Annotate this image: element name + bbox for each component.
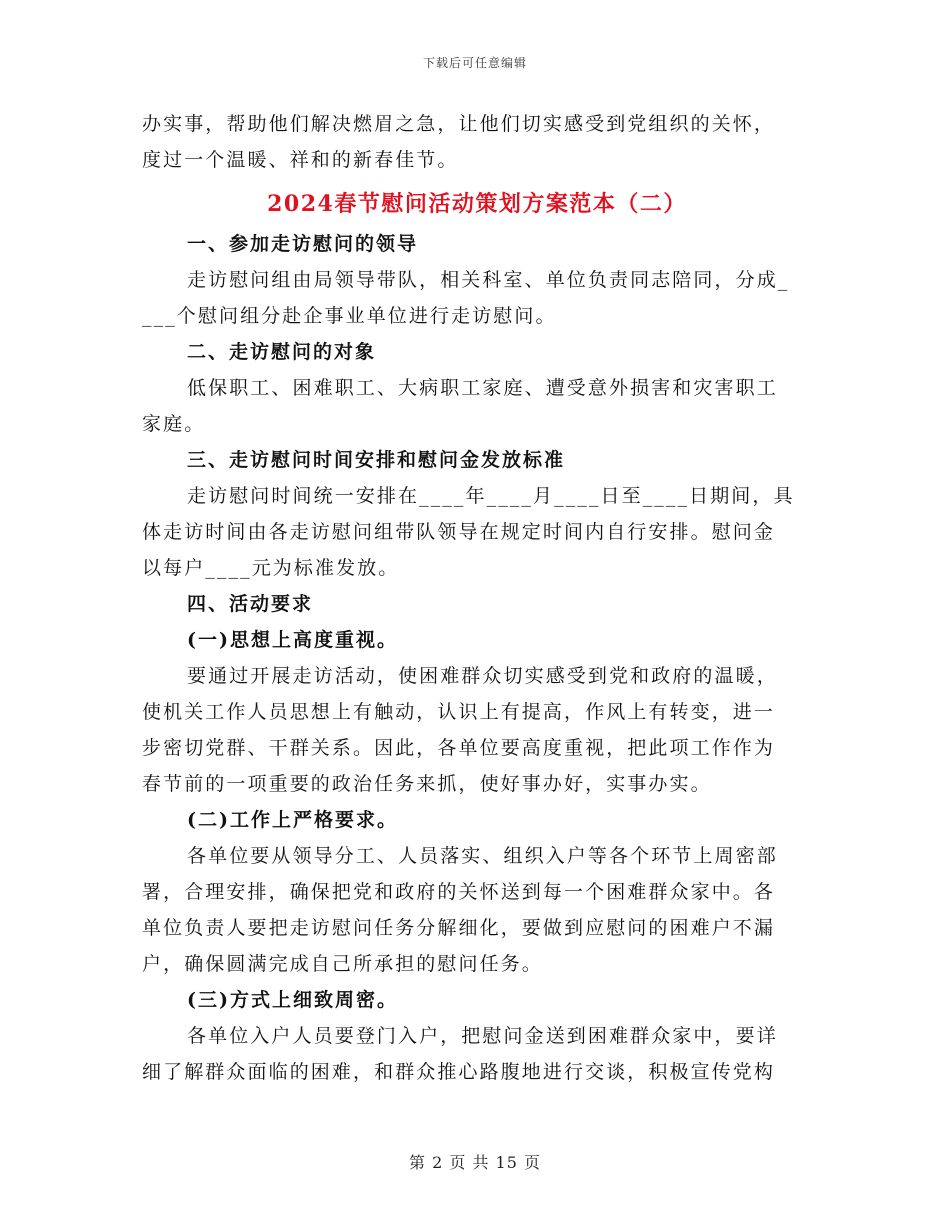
body-line: ___个慰问组分赴企事业单位进行走访慰问。 — [142, 305, 557, 327]
section-heading: 一、参加走访慰问的领导 — [187, 233, 419, 255]
section-heading: 二、走访慰问的对象 — [187, 341, 377, 363]
body-line: 各单位要从领导分工、人员落实、组织入户等各个环节上周密部 — [187, 845, 778, 867]
body-line: 办实事，帮助他们解决燃眉之急，让他们切实感受到党组织的关怀， — [142, 113, 776, 135]
body-line: 春节前的一项重要的政治任务来抓，使好事办好，实事办实。 — [142, 773, 712, 795]
document-body — [142, 106, 812, 1090]
body-line: 低保职工、困难职工、大病职工家庭、遭受意外损害和灾害职工 — [187, 377, 778, 399]
subsection-heading: (三)方式上细致周密。 — [187, 989, 398, 1011]
body-line: 走访慰问组由局领导带队，相关科室、单位负责同志陪同，分成_ — [187, 269, 790, 291]
body-line: 细了解群众面临的困难，和群众推心路腹地进行交谈，积极宣传党构 — [142, 1061, 776, 1083]
body-line: 度过一个温暖、祥和的新春佳节。 — [142, 149, 459, 171]
subsection-heading: (二)工作上严格要求。 — [187, 809, 398, 831]
body-line: 各单位入户人员要登门入户，把慰问金送到困难群众家中，要详 — [187, 1025, 778, 1047]
body-line: 走访慰问时间统一安排在____年____月____日至____日期间，具 — [187, 485, 795, 507]
body-line: 单位负责人要把走访慰问任务分解细化，要做到应慰问的困难户不漏 — [142, 917, 776, 939]
body-line: 体走访时间由各走访慰问组带队领导在规定时间内自行安排。慰问金 — [142, 521, 776, 543]
body-line: 要通过开展走访活动，使困难群众切实感受到党和政府的温暖， — [187, 665, 778, 687]
header-note: 下载后可任意编辑 — [422, 56, 527, 70]
page-footer: 第 2 页 共 15 页 — [409, 1153, 541, 1172]
body-line: 以每户____元为标准发放。 — [142, 557, 400, 579]
section-heading: 三、走访慰问时间安排和慰问金发放标准 — [187, 449, 566, 471]
body-line: 署，合理安排，确保把党和政府的关怀送到每一个困难群众家中。各 — [142, 881, 776, 903]
section-heading: 四、活动要求 — [187, 593, 314, 615]
body-line: 使机关工作人员思想上有触动，认识上有提高，作风上有转变，进一 — [142, 701, 776, 723]
subsection-heading: (一)思想上高度重视。 — [187, 629, 398, 651]
body-line: 家庭。 — [142, 413, 206, 435]
body-line: 步密切党群、干群关系。因此，各单位要高度重视，把此项工作作为 — [142, 737, 776, 759]
body-line: 户，确保圆满完成自己所承担的慰问任务。 — [142, 953, 543, 975]
document-title: 2024春节慰问活动策划方案范本（二） — [267, 191, 687, 217]
